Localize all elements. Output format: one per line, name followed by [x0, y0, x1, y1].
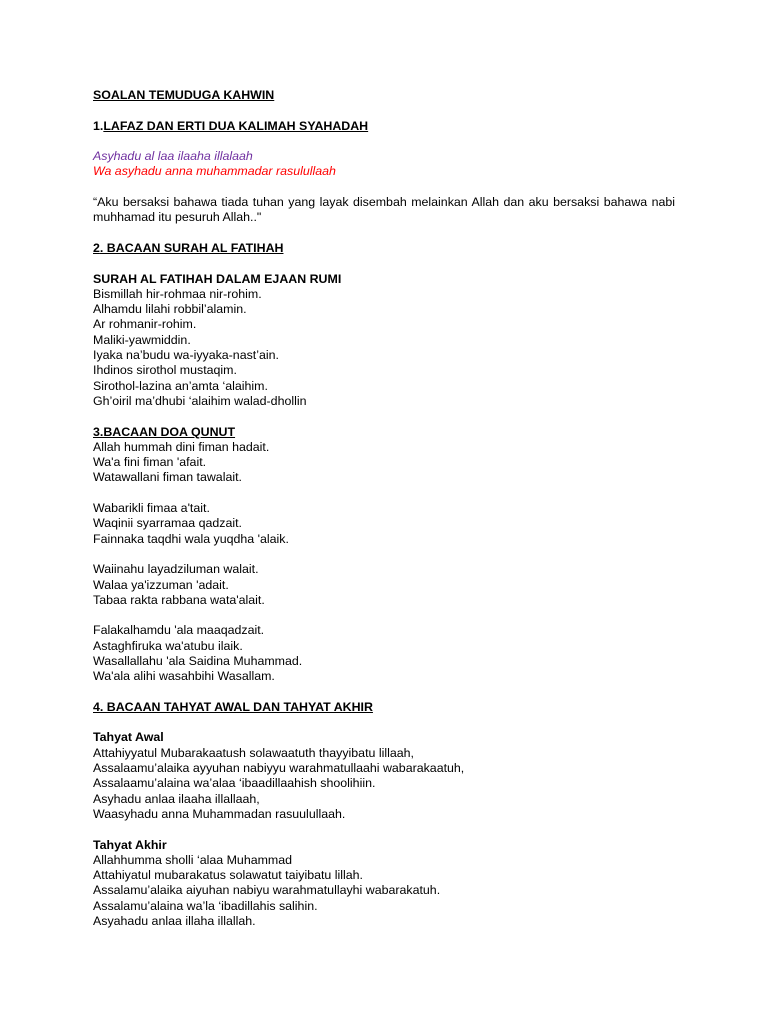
- qunut-line: Allah hummah dini fiman hadait.: [93, 439, 270, 454]
- spacer: [93, 822, 675, 837]
- fatihah-line: Maliki-yawmiddin.: [93, 332, 191, 347]
- fatihah-line: Iyaka na’budu wa-iyyaka-nast’ain.: [93, 348, 279, 363]
- qunut-line: Waiinahu layadziluman walait.: [93, 562, 259, 577]
- fatihah-line: Bismillah hir-rohmaa nir-rohim.: [93, 286, 262, 301]
- spacer: [93, 715, 675, 730]
- section-1-heading: [93, 119, 675, 134]
- spacer: [93, 256, 675, 271]
- tahyat-akhir-line: Allahhumma sholli ‘alaa Muhammad: [93, 852, 293, 867]
- qunut-line: Wa'ala alihi wasahbihi Wasallam.: [93, 669, 275, 684]
- spacer: [93, 486, 675, 501]
- section-2-subtitle: SURAH AL FATIHAH DALAM EJAAN RUMI: [93, 271, 342, 286]
- qunut-line: Wabarikli fimaa a'tait.: [93, 501, 210, 516]
- qunut-line: Walaa ya'izzuman 'adait.: [93, 577, 229, 592]
- qunut-line: Watawallani fiman tawalait.: [93, 470, 242, 485]
- syahadah-line-2: Wa asyhadu anna muhammadar rasulullaah: [93, 164, 336, 179]
- section-2-number: 2: [93, 240, 100, 255]
- section-1-number: 1.: [93, 118, 104, 133]
- spacer: [93, 547, 675, 562]
- spacer: [93, 180, 675, 195]
- qunut-line: Tabaa rakta rabbana wata'alait.: [93, 592, 265, 607]
- spacer: [93, 685, 675, 700]
- tahyat-awal-line: Assalaamu’alaina wa’alaa ‘ibaadillaahish shoolihiin.: [93, 776, 376, 791]
- qunut-line: Wa'a fini fiman 'afait.: [93, 455, 207, 470]
- fatihah-line: Ar rohmanir-rohim.: [93, 317, 197, 332]
- tahyat-akhir-line: Asyahadu anlaa illaha illallah.: [93, 914, 256, 929]
- qunut-line: Astaghfiruka wa'atubu ilaik.: [93, 638, 243, 653]
- qunut-line: Waqinii syarramaa qadzait.: [93, 516, 242, 531]
- qunut-line: Fainnaka taqdhi wala yuqdha 'alaik.: [93, 531, 289, 546]
- document-title: SOALAN TEMUDUGA KAHWIN: [93, 88, 275, 102]
- spacer: [93, 409, 675, 424]
- tahyat-awal-line: Attahiyyatul Mubarakaatush solawaatuth thayyibatu lillaah,: [93, 745, 414, 760]
- tahyat-akhir-line: Assalamu’alaika aiyuhan nabiyu warahmatullayhi wabarakatuh.: [93, 883, 441, 898]
- qunut-line: Wasallallahu 'ala Saidina Muhammad.: [93, 653, 303, 668]
- spacer: [93, 103, 675, 118]
- spacer: [93, 134, 675, 149]
- section-1-title: LAFAZ DAN ERTI DUA KALIMAH SYAHADAH: [103, 118, 369, 133]
- tahyat-awal-subtitle: Tahyat Awal: [93, 730, 164, 745]
- tahyat-awal-line: Waasyhadu anna Muhammadan rasuulullaah.: [93, 806, 346, 821]
- spacer: [93, 226, 675, 241]
- document-page: [93, 88, 675, 929]
- syahadah-line-1: Asyhadu al laa ilaaha illalaah: [93, 149, 253, 164]
- tahyat-akhir-subtitle: Tahyat Akhir: [93, 837, 167, 852]
- tahyat-awal-line: Assalaamu’alaika ayyuhan nabiyyu warahmatullaahi wabarakaatuh,: [93, 761, 465, 776]
- qunut-line: Falakalhamdu 'ala maaqadzait.: [93, 623, 265, 638]
- fatihah-line: Gh’oiril ma’dhubi ‘alaihim walad-dhollin: [93, 393, 307, 408]
- section-2-title: . BACAAN SURAH AL FATIHAH: [99, 240, 284, 255]
- fatihah-line: Sirothol-lazina an’amta ‘alaihim.: [93, 378, 268, 393]
- section-3-heading: 3.BACAAN DOA QUNUT: [93, 424, 236, 439]
- fatihah-line: Ihdinos sirothol mustaqim.: [93, 363, 237, 378]
- fatihah-line: Alhamdu lilahi robbil’alamin.: [93, 302, 247, 317]
- tahyat-akhir-line: Attahiyatul mubarakatus solawatut taiyibatu lillah.: [93, 868, 363, 883]
- spacer: [93, 608, 675, 623]
- section-2-heading: [93, 241, 675, 256]
- tahyat-akhir-line: Assalamu’alaina wa’la ‘ibadillahis salihin.: [93, 898, 318, 913]
- syahadah-meaning: “Aku bersaksi bahawa tiada tuhan yang layak disembah melainkan Allah dan aku bersaksi bahawa nabi muhhamad itu pesuruh Allah..": [93, 195, 675, 225]
- section-4-heading: 4. BACAAN TAHYAT AWAL DAN TAHYAT AKHIR: [93, 699, 373, 714]
- tahyat-awal-line: Asyhadu anlaa ilaaha illallaah,: [93, 791, 260, 806]
